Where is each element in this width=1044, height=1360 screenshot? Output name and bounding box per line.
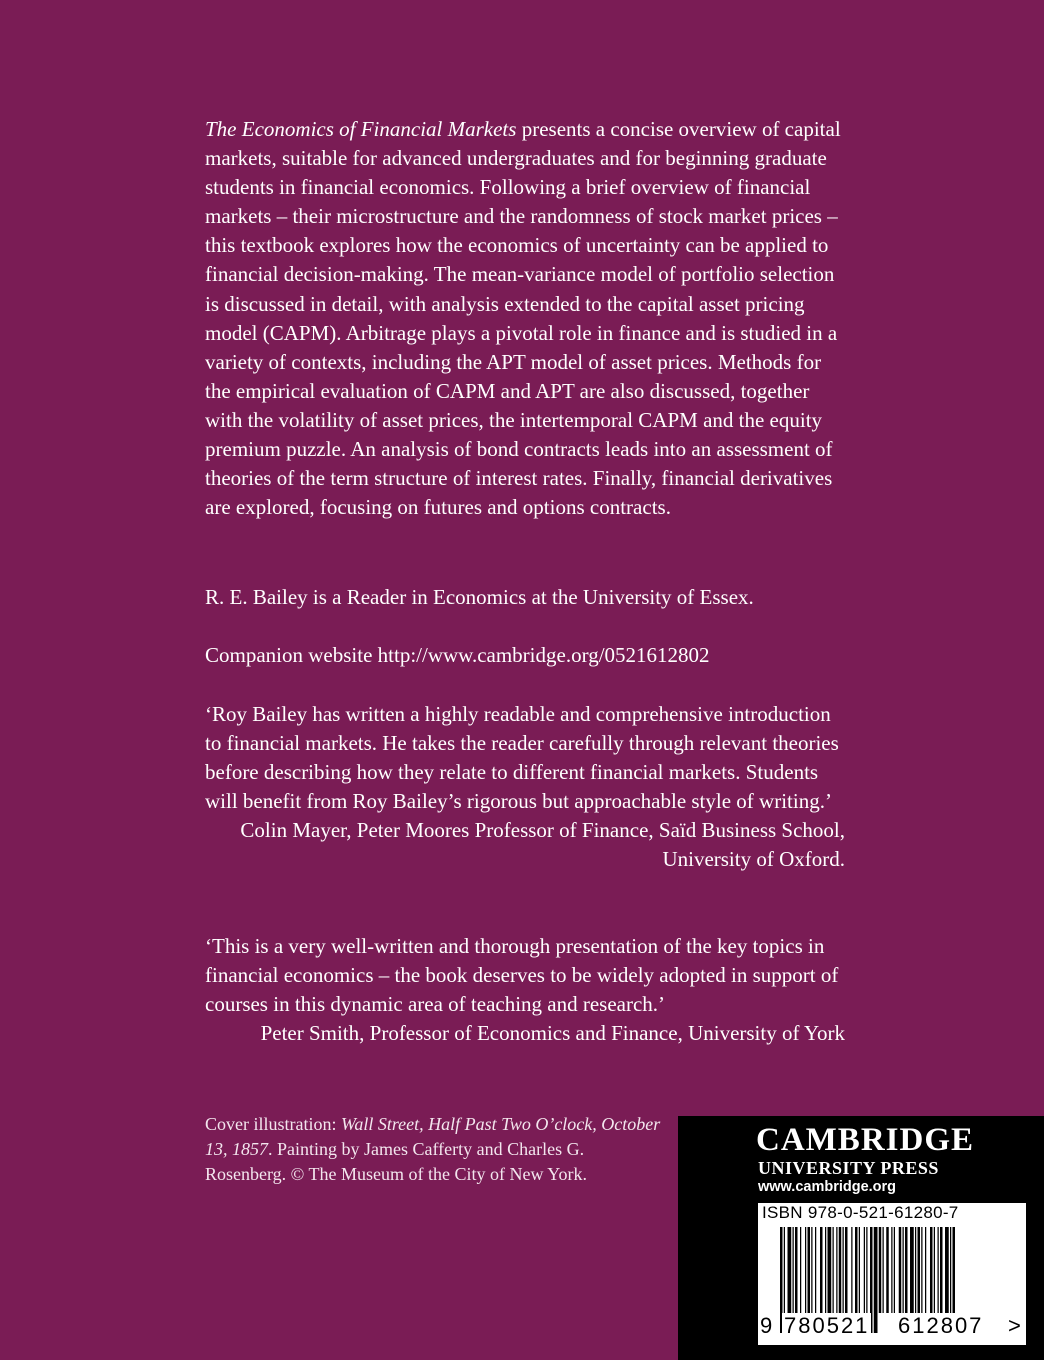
- barcode-arrow: >: [1008, 1313, 1021, 1338]
- review-attribution: [205, 1019, 845, 1048]
- review-attribution-line: Colin Mayer, Peter Moores Professor of Finance, Saïd Business School,: [240, 818, 845, 843]
- barcode-digit-first: 9: [760, 1313, 773, 1338]
- cover-credit: [205, 1112, 665, 1187]
- review-1: [205, 700, 845, 875]
- barcode-digit-group: 780521: [784, 1313, 870, 1338]
- review-attribution-line: University of Oxford.: [662, 847, 845, 872]
- publisher-logo-name: CAMBRIDGE: [756, 1122, 975, 1158]
- blurb-paragraph: [205, 115, 845, 522]
- isbn-label: ISBN 978-0-521-61280-7: [762, 1203, 959, 1222]
- publisher-box: [678, 1116, 1044, 1360]
- publisher-press: UNIVERSITY PRESS: [758, 1158, 939, 1178]
- cover-credit-suffix: . Painting by James Cafferty and Charles G. Rosenberg. © The Museum of the City of New York.: [205, 1139, 587, 1184]
- author-bio: R. E. Bailey is a Reader in Economics at the University of Essex.: [205, 585, 754, 609]
- painting-title: Wall Street, Half Past Two O’clock, October 13, 1857: [205, 1114, 661, 1159]
- book-title: The Economics of Financial Markets: [205, 117, 517, 141]
- cover-credit-prefix: Cover illustration:: [205, 1114, 341, 1134]
- review-attribution-line: Peter Smith, Professor of Economics and Finance, University of York: [260, 1021, 845, 1046]
- review-2: [205, 932, 845, 1048]
- review-quote: ‘This is a very well-written and thorough presentation of the key topics in financial economics – the book deserves to be widely adopted in support of courses in this dynamic area of teaching and research.’: [205, 934, 839, 1017]
- review-quote: ‘Roy Bailey has written a highly readable and comprehensive introduction to financial markets. He takes the reader carefully through relevant theories before describing how they relate to different financial markets. Students will benefit from Roy Bailey’s rigorous but approachable style of writing.’: [205, 702, 839, 814]
- companion-website: Companion website http://www.cambridge.org/0521612802: [205, 643, 710, 667]
- barcode-digit-group: 612807: [898, 1313, 984, 1338]
- review-attribution: [205, 816, 845, 874]
- blurb-body: presents a concise overview of capital markets, suitable for advanced undergraduates and for beginning graduate students in financial economics. Following a brief overview of financial markets – their microstructure and the randomness of stock market prices – this textbook explores how the economics of uncertainty can be applied to financial decision-making. The mean-variance model of portfolio selection is discussed in detail, with analysis extended to the capital asset pricing model (CAPM). Arbitrage plays a pivotal role in finance and is studied in a variety of contexts, including the APT model of asset prices. Methods for the empirical evaluation of CAPM and APT are also discussed, together with the volatility of asset prices, the intertemporal CAPM and the equity premium puzzle. An analysis of bond contracts leads into an assessment of theories of the term structure of interest rates. Finally, financial derivatives are explored, focusing on futures and options contracts.: [205, 117, 841, 520]
- barcode: [758, 1203, 1026, 1345]
- publisher-url: www.cambridge.org: [758, 1179, 897, 1195]
